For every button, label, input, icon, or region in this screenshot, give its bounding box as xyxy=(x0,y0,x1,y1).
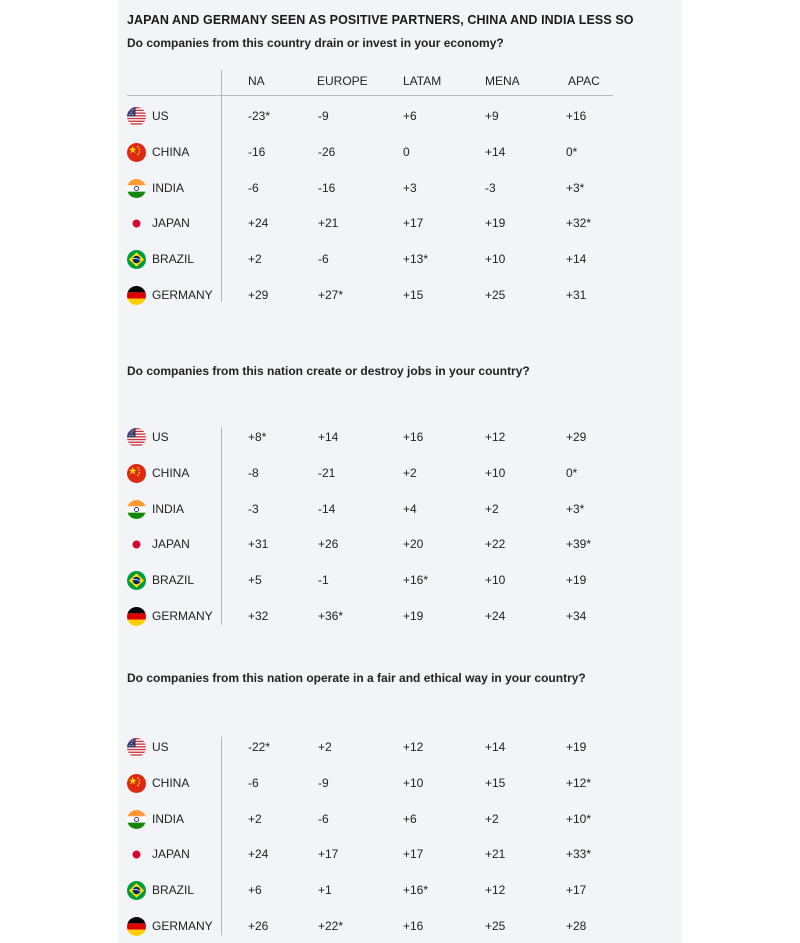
value-mena: +10 xyxy=(485,465,506,480)
value-mena: +9 xyxy=(485,109,499,123)
value-na: +2 xyxy=(248,252,262,267)
country-name: JAPAN xyxy=(152,847,190,862)
value-europe: +22* xyxy=(318,919,344,933)
question-2: Do companies from this nation create or destroy jobs in your country? xyxy=(127,364,530,378)
brazil-flag-icon xyxy=(127,250,146,269)
value-apac: +39* xyxy=(566,537,592,552)
value-mena: +14 xyxy=(485,740,506,754)
table-row xyxy=(0,916,800,936)
column-header-row xyxy=(0,74,800,90)
japan-flag-icon xyxy=(127,214,146,233)
country-name: INDIA xyxy=(152,180,185,195)
country-name: BRAZIL xyxy=(152,252,195,267)
table-row xyxy=(0,106,800,126)
value-latam: +4 xyxy=(403,501,417,516)
column-header-latam: LATAM xyxy=(403,74,442,88)
value-apac: +10* xyxy=(566,811,592,826)
table-row xyxy=(0,142,800,162)
value-na: +24 xyxy=(248,847,269,862)
value-europe: -9 xyxy=(318,775,329,790)
value-apac: +32* xyxy=(566,216,592,231)
value-europe: -14 xyxy=(318,501,336,516)
country-name: JAPAN xyxy=(152,216,190,231)
country-name: CHINA xyxy=(152,144,190,159)
table-row xyxy=(0,773,800,793)
value-europe: -1 xyxy=(318,573,329,588)
value-europe: +21 xyxy=(318,216,339,231)
value-latam: +6 xyxy=(403,811,417,826)
value-na: +31 xyxy=(248,537,269,552)
value-europe: -16 xyxy=(318,180,336,195)
us-flag-icon xyxy=(127,428,146,447)
page-title: JAPAN AND GERMANY SEEN AS POSITIVE PARTNERS, CHINA AND INDIA LESS SO xyxy=(127,13,634,27)
value-mena: -3 xyxy=(485,180,496,195)
value-apac: 0* xyxy=(566,465,578,480)
india-flag-icon xyxy=(127,810,146,829)
value-mena: +10 xyxy=(485,573,506,588)
germany-flag-icon xyxy=(127,607,146,626)
value-mena: +2 xyxy=(485,811,499,826)
japan-flag-icon xyxy=(127,535,146,554)
value-apac: +3* xyxy=(566,180,585,195)
column-header-europe: EUROPE xyxy=(317,74,368,88)
value-mena: +22 xyxy=(485,537,506,552)
question-1: Do companies from this country drain or invest in your economy? xyxy=(127,36,504,50)
table-row xyxy=(0,844,800,864)
value-europe: +2 xyxy=(318,740,332,754)
value-europe: -6 xyxy=(318,252,329,267)
header-divider xyxy=(127,95,613,96)
value-latam: +16 xyxy=(403,919,424,933)
table-3-divider xyxy=(221,737,222,935)
value-na: +5 xyxy=(248,573,262,588)
country-name: GERMANY xyxy=(152,609,213,623)
value-mena: +12 xyxy=(485,883,506,898)
value-na: -6 xyxy=(248,180,259,195)
table-row xyxy=(0,570,800,590)
table-row xyxy=(0,809,800,829)
value-latam: +16* xyxy=(403,883,429,898)
value-mena: +12 xyxy=(485,430,506,444)
table-row xyxy=(0,606,800,626)
value-na: +29 xyxy=(248,288,269,302)
value-na: +26 xyxy=(248,919,269,933)
value-europe: +36* xyxy=(318,609,344,623)
india-flag-icon xyxy=(127,500,146,519)
table-row xyxy=(0,880,800,900)
value-latam: +3 xyxy=(403,180,417,195)
value-apac: +14 xyxy=(566,252,587,267)
germany-flag-icon xyxy=(127,917,146,936)
us-flag-icon xyxy=(127,107,146,126)
value-apac: +34 xyxy=(566,609,587,623)
value-latam: +15 xyxy=(403,288,424,302)
table-row xyxy=(0,285,800,305)
value-latam: +13* xyxy=(403,252,429,267)
value-mena: +24 xyxy=(485,609,506,623)
value-mena: +10 xyxy=(485,252,506,267)
country-name: CHINA xyxy=(152,465,190,480)
brazil-flag-icon xyxy=(127,881,146,900)
question-3: Do companies from this nation operate in a fair and ethical way in your country? xyxy=(127,671,586,685)
value-apac: +12* xyxy=(566,775,592,790)
value-na: +2 xyxy=(248,811,262,826)
value-apac: +28 xyxy=(566,919,587,933)
japan-flag-icon xyxy=(127,845,146,864)
value-na: +8* xyxy=(248,430,267,444)
country-name: US xyxy=(152,740,169,754)
country-name: CHINA xyxy=(152,775,190,790)
value-latam: +6 xyxy=(403,109,417,123)
value-apac: +19 xyxy=(566,740,587,754)
table-row xyxy=(0,427,800,447)
value-na: +32 xyxy=(248,609,269,623)
country-name: BRAZIL xyxy=(152,883,195,898)
value-na: -22* xyxy=(248,740,271,754)
value-apac: 0* xyxy=(566,144,578,159)
country-name: US xyxy=(152,109,169,123)
india-flag-icon xyxy=(127,179,146,198)
value-latam: +19 xyxy=(403,609,424,623)
value-europe: +1 xyxy=(318,883,332,898)
table-row xyxy=(0,178,800,198)
column-header-na: NA xyxy=(248,74,265,88)
table-row xyxy=(0,499,800,519)
value-latam: +20 xyxy=(403,537,424,552)
value-mena: +25 xyxy=(485,919,506,933)
value-latam: +17 xyxy=(403,847,424,862)
value-na: -6 xyxy=(248,775,259,790)
value-mena: +2 xyxy=(485,501,499,516)
value-mena: +19 xyxy=(485,216,506,231)
value-mena: +14 xyxy=(485,144,506,159)
column-header-mena: MENA xyxy=(485,74,520,88)
value-europe: -6 xyxy=(318,811,329,826)
country-name: JAPAN xyxy=(152,537,190,552)
value-europe: +17 xyxy=(318,847,339,862)
us-flag-icon xyxy=(127,738,146,757)
country-name: GERMANY xyxy=(152,919,213,933)
country-name: INDIA xyxy=(152,811,185,826)
china-flag-icon xyxy=(127,774,146,793)
table-row xyxy=(0,534,800,554)
value-latam: +12 xyxy=(403,740,424,754)
column-header-apac: APAC xyxy=(568,74,600,88)
value-europe: -26 xyxy=(318,144,336,159)
table-row xyxy=(0,249,800,269)
value-mena: +21 xyxy=(485,847,506,862)
country-name: BRAZIL xyxy=(152,573,195,588)
value-europe: +14 xyxy=(318,430,339,444)
value-na: -23* xyxy=(248,109,271,123)
value-apac: +31 xyxy=(566,288,587,302)
table-row xyxy=(0,463,800,483)
value-europe: +26 xyxy=(318,537,339,552)
table-2-divider xyxy=(221,427,222,625)
value-mena: +15 xyxy=(485,775,506,790)
value-apac: +3* xyxy=(566,501,585,516)
country-name: GERMANY xyxy=(152,288,213,302)
country-name: US xyxy=(152,430,169,444)
value-na: -16 xyxy=(248,144,266,159)
value-apac: +29 xyxy=(566,430,587,444)
table-row xyxy=(0,213,800,233)
value-mena: +25 xyxy=(485,288,506,302)
value-europe: +27* xyxy=(318,288,344,302)
value-apac: +17 xyxy=(566,883,587,898)
value-latam: 0 xyxy=(403,144,410,159)
value-latam: +17 xyxy=(403,216,424,231)
germany-flag-icon xyxy=(127,286,146,305)
value-na: +6 xyxy=(248,883,262,898)
table-row xyxy=(0,737,800,757)
value-apac: +33* xyxy=(566,847,592,862)
value-latam: +10 xyxy=(403,775,424,790)
value-europe: -21 xyxy=(318,465,336,480)
value-na: +24 xyxy=(248,216,269,231)
value-na: -3 xyxy=(248,501,259,516)
value-na: -8 xyxy=(248,465,259,480)
value-europe: -9 xyxy=(318,109,329,123)
value-apac: +16 xyxy=(566,109,587,123)
value-latam: +2 xyxy=(403,465,417,480)
china-flag-icon xyxy=(127,143,146,162)
brazil-flag-icon xyxy=(127,571,146,590)
value-latam: +16* xyxy=(403,573,429,588)
value-apac: +19 xyxy=(566,573,587,588)
country-name: INDIA xyxy=(152,501,185,516)
china-flag-icon xyxy=(127,464,146,483)
value-latam: +16 xyxy=(403,430,424,444)
